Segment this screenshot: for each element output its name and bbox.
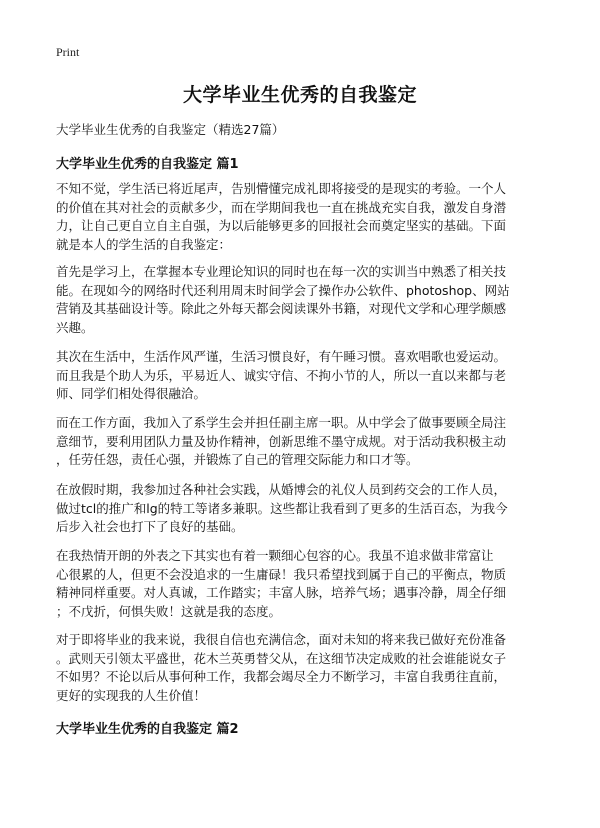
paragraph-7 [56, 631, 550, 705]
paragraph-line: 心很累的人，但更不会没追求的一生庸碌！我只希望找到属于自己的平衡点，物质 [56, 566, 507, 582]
section-heading-2: 大学毕业生优秀的自我鉴定 篇2 [56, 722, 239, 737]
paragraph-line: 在放假时期，我参加过各种社会实践，从婚博会的礼仪人员到药交会的工作人员， [56, 482, 507, 497]
paragraph-line: 的价值在其对社会的贡献多少，而在学期间我也一直在挑战充实自我，激发自身潜 [56, 199, 507, 215]
paragraph-line: 不知不觉，学生活已将近尾声，告别懵懂完成礼即将接受的是现实的考验。一个人 [56, 181, 507, 196]
paragraph-line: 精神同样重要。对人真诚，工作踏实；丰富人脉，培养气场；遇事冷静，周全仔细 [56, 585, 507, 600]
page-title: 大学毕业生优秀的自我鉴定 [182, 84, 417, 106]
paragraph-line: 其次在生活中，生活作风严谨，生活习惯良好，有午睡习惯。喜欢唱歌也爱运动。 [56, 349, 507, 364]
paragraph-line: 就是本人的学生活的自我鉴定： [56, 236, 232, 252]
paragraph-line: 而在工作方面，我加入了系学生会并担任副主席一职。从中学会了做事要顾全局注 [56, 415, 507, 430]
paragraph-line: 而且我是个助人为乐，平易近人、诚实守信、不拘小节的人，所以一直以来都与老 [56, 367, 507, 383]
document-subtitle: 大学毕业生优秀的自我鉴定（精选27篇） [56, 122, 285, 137]
paragraph-line: 做过tcl的推广和lg的特工等诸多兼职。这些都让我看到了更多的生活百态，为我今 [56, 500, 508, 516]
paragraph-line: 首先是学习上，在掌握本专业理论知识的同时也在每一次的实训当中熟悉了相关技 [56, 264, 507, 279]
paragraph-line: 不如男？不论以后从事何种工作，我都会竭尽全力不断学习，丰富自我勇往直前， [56, 669, 507, 684]
paragraph-line: 师、同学们相处得很融洽。 [56, 386, 207, 401]
paragraph-line: 力，让自己更自立自主自强，为以后能够更多的回报社会而奠定坚实的基础。下面 [56, 218, 507, 233]
print-link[interactable]: Print [56, 45, 80, 59]
paragraph-1 [56, 180, 550, 254]
paragraph-line: 。武则天引领太平盛世，花木兰英勇替父从，在这细节决定成败的社会谁能说女子 [56, 650, 507, 666]
paragraph-6 [56, 547, 550, 621]
paragraph-line: 更好的实现我的人生价值！ [56, 687, 207, 703]
paragraph-4 [56, 414, 550, 470]
paragraph-line: 能。在现如今的网络时代还利用周末时间学会了操作办公软件、photoshop、网站 [56, 282, 510, 298]
paragraph-line: 兴趣。 [56, 319, 94, 335]
paragraph-line: 意细节，要利用团队力量及协作精神，创新思维不墨守成规。对于活动我积极主动 [56, 433, 507, 449]
paragraph-line: 在我热情开朗的外表之下其实也有着一颗细心包容的心。我虽不追求做非常富让 [56, 548, 494, 563]
paragraph-line: 营销及其基础设计等。除此之外每天都会阅读课外书籍，对现代文学和心理学颇感 [56, 301, 507, 316]
paragraph-2 [56, 263, 550, 337]
paragraph-5 [56, 481, 550, 537]
paragraph-line: ；不戊折，何惧失败！这就是我的态度。 [56, 603, 282, 619]
paragraph-line: ，任劳任怨，责任心强，并锻炼了自己的管理交际能力和口才等。 [56, 452, 419, 467]
section-heading-1: 大学毕业生优秀的自我鉴定 篇1 [56, 157, 239, 172]
paragraph-line: 后步入社会也打下了良好的基础。 [56, 519, 244, 534]
paragraph-3 [56, 348, 550, 404]
paragraph-line: 对于即将毕业的我来说，我很自信也充满信念，面对未知的将来我已做好充份准备 [56, 632, 507, 647]
